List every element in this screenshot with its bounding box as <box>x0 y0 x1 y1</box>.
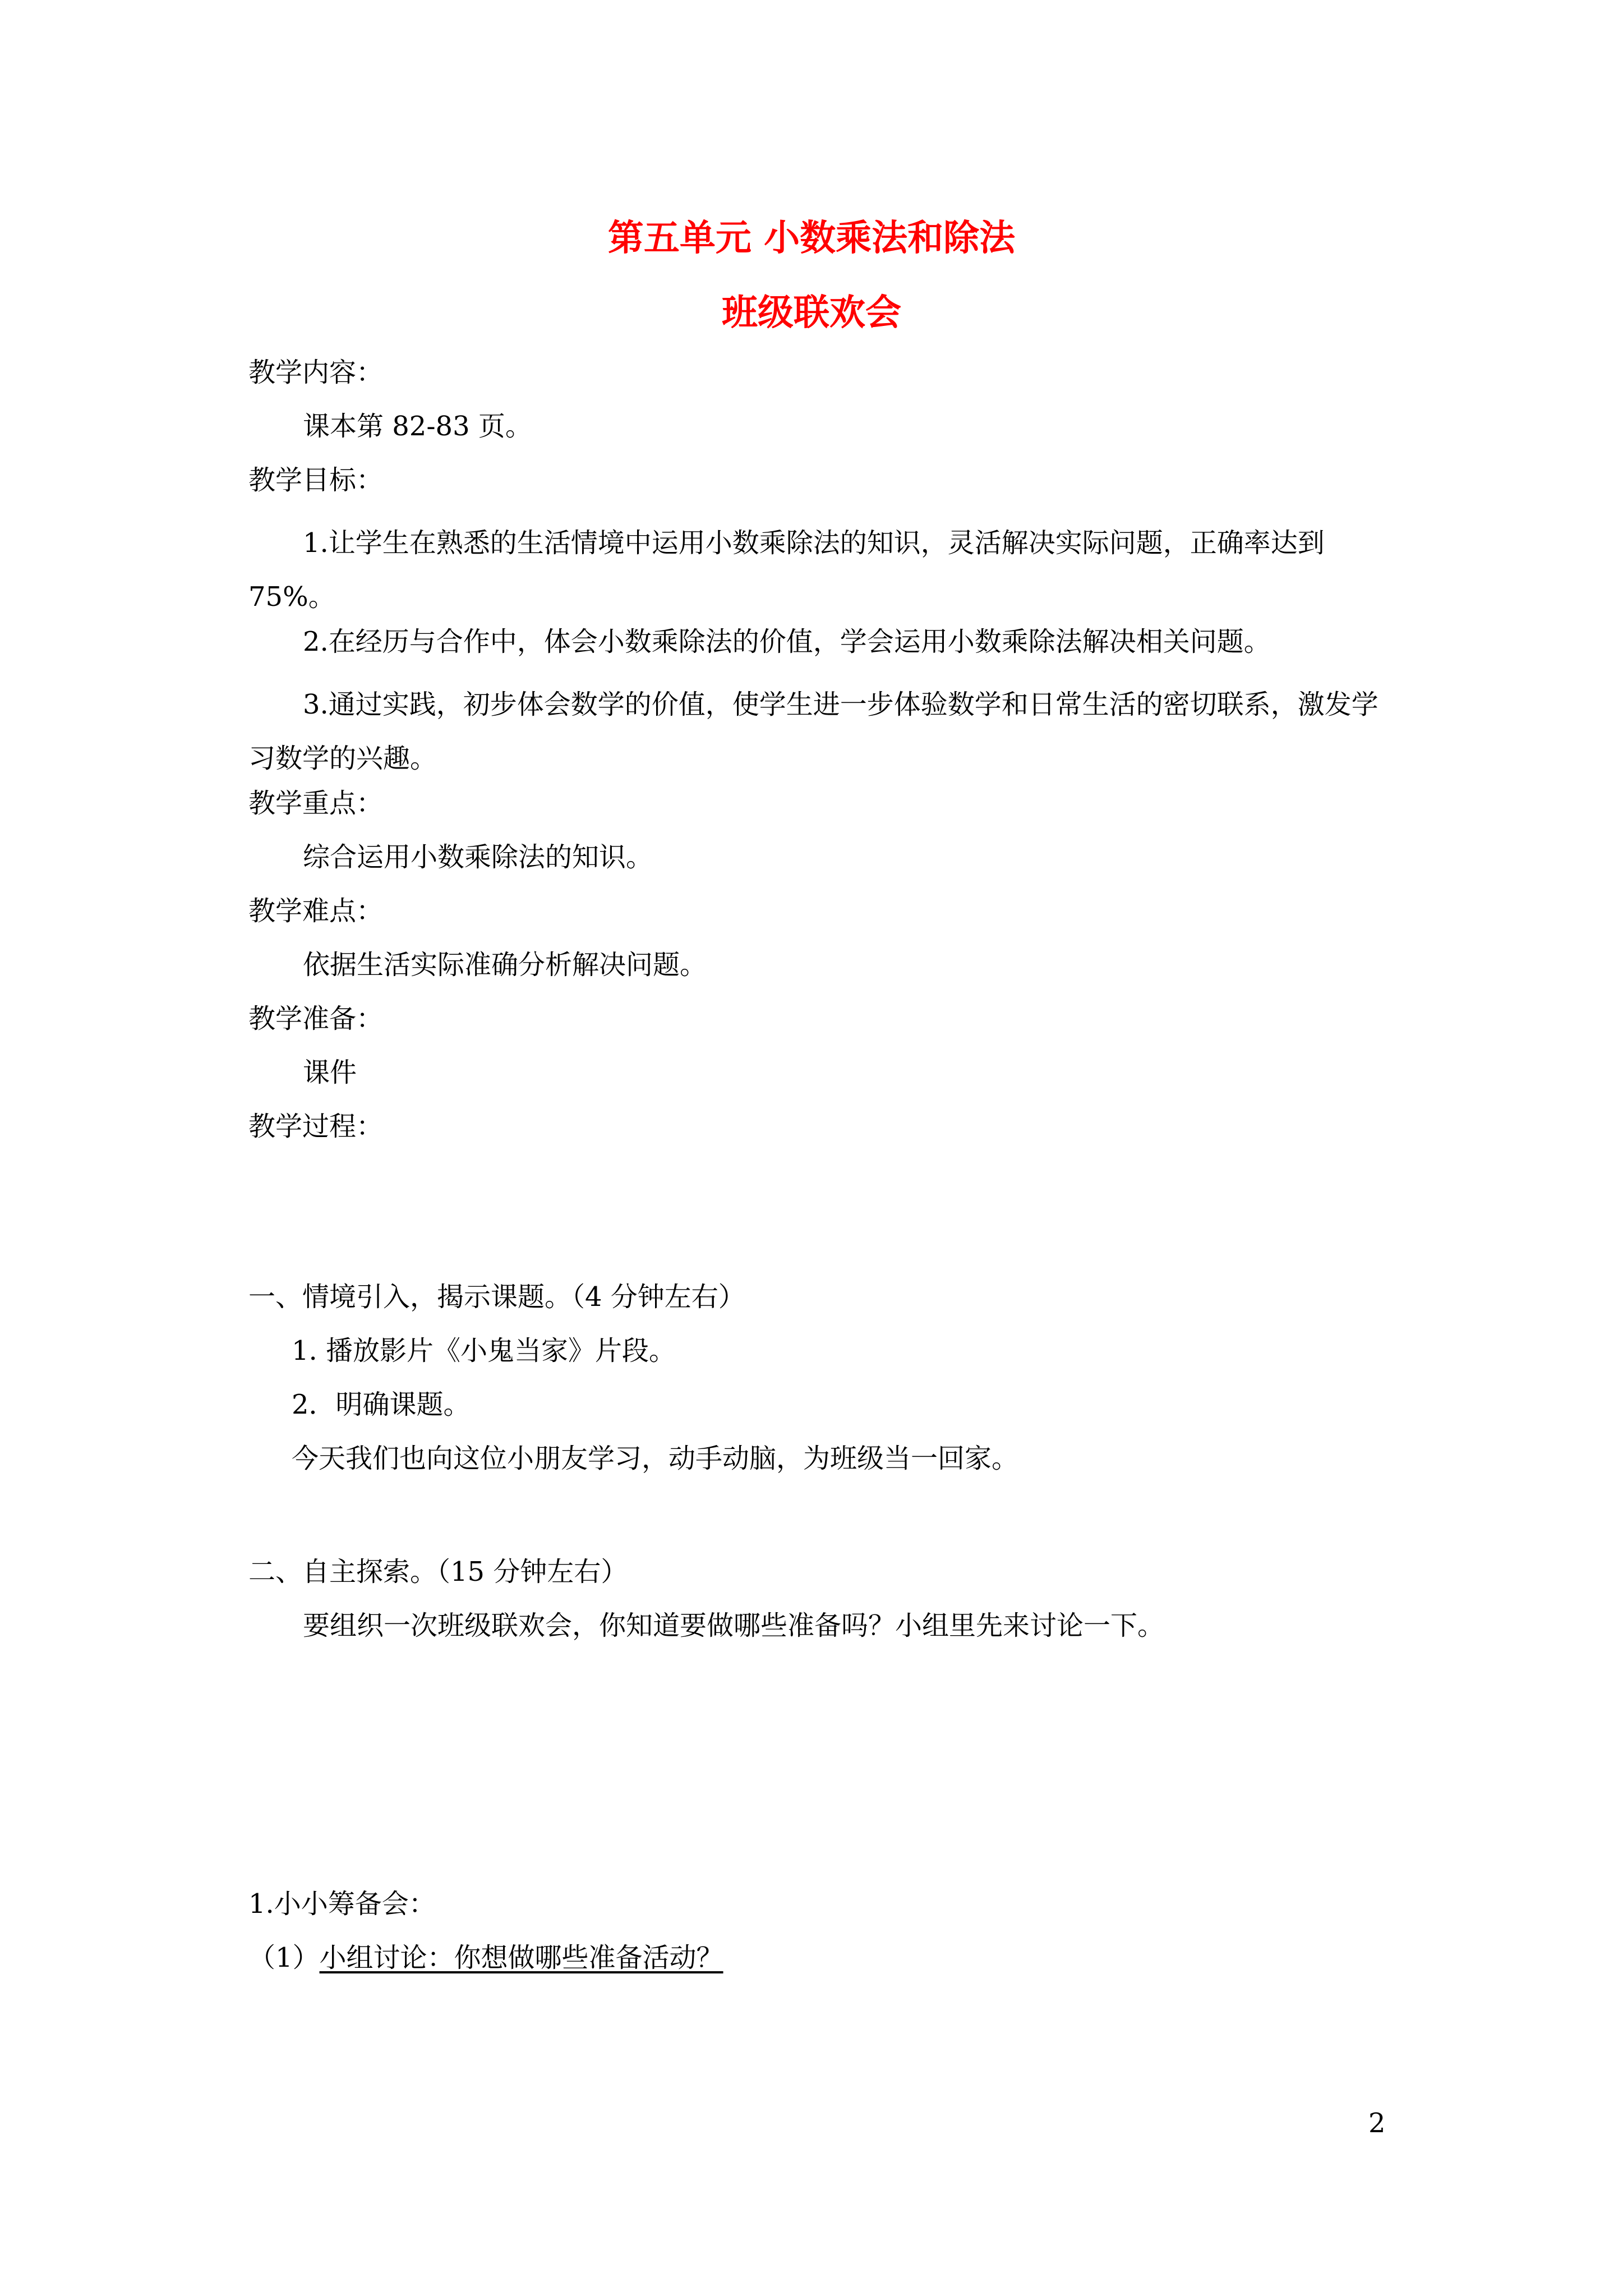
prep-label: 教学准备： <box>248 1003 384 1034</box>
goal-3: 3.通过实践，初步体会数学的价值，使学生进一步体验数学和日常生活的密切联系，激发学习数学的兴趣。 <box>248 689 1378 774</box>
content-label: 教学内容： <box>248 357 384 388</box>
document-title: 第五单元 小数乘法和除法 <box>607 217 1016 259</box>
goals-label: 教学目标： <box>248 464 384 496</box>
part1-heading: 一、情境引入，揭示课题。（4 分钟左右） <box>248 1281 745 1313</box>
difficulty-text: 依据生活实际准确分析解决问题。 <box>303 949 707 981</box>
content-text: 课本第 82-83 页。 <box>303 411 532 442</box>
part2-heading: 二、自主探索。（15 分钟左右） <box>248 1556 628 1588</box>
part1-item-2: 2．明确课题。 <box>292 1389 471 1420</box>
key-label: 教学重点： <box>248 788 384 819</box>
process-label: 教学过程： <box>248 1111 384 1142</box>
part2-sub-item-text: 小组讨论：你想做哪些准备活动？ <box>319 1942 723 1973</box>
part1-text: 今天我们也向这位小朋友学习，动手动脑，为班级当一回家。 <box>292 1443 1019 1474</box>
document-subtitle: 班级联欢会 <box>722 292 901 334</box>
part2-sub-item-prefix: （1） <box>248 1942 320 1973</box>
key-text: 综合运用小数乘除法的知识。 <box>303 841 653 873</box>
goal-2: 2.在经历与合作中，体会小数乘除法的价值，学会运用小数乘除法解决相关问题。 <box>303 626 1271 657</box>
part2-text: 要组织一次班级联欢会，你知道要做哪些准备吗？小组里先来讨论一下。 <box>303 1610 1165 1641</box>
prep-text: 课件 <box>303 1057 357 1088</box>
difficulty-label: 教学难点： <box>248 895 384 927</box>
page-number: 2 <box>1368 2108 1386 2139</box>
part1-item-1: 1. 播放影片《小鬼当家》片段。 <box>292 1335 676 1366</box>
part2-sub-heading: 1.小小筹备会： <box>248 1888 436 1920</box>
goal-1: 1.让学生在熟悉的生活情境中运用小数乘除法的知识，灵活解决实际问题，正确率达到75%。 <box>248 527 1325 613</box>
part2-sub-item <box>248 1940 723 1976</box>
